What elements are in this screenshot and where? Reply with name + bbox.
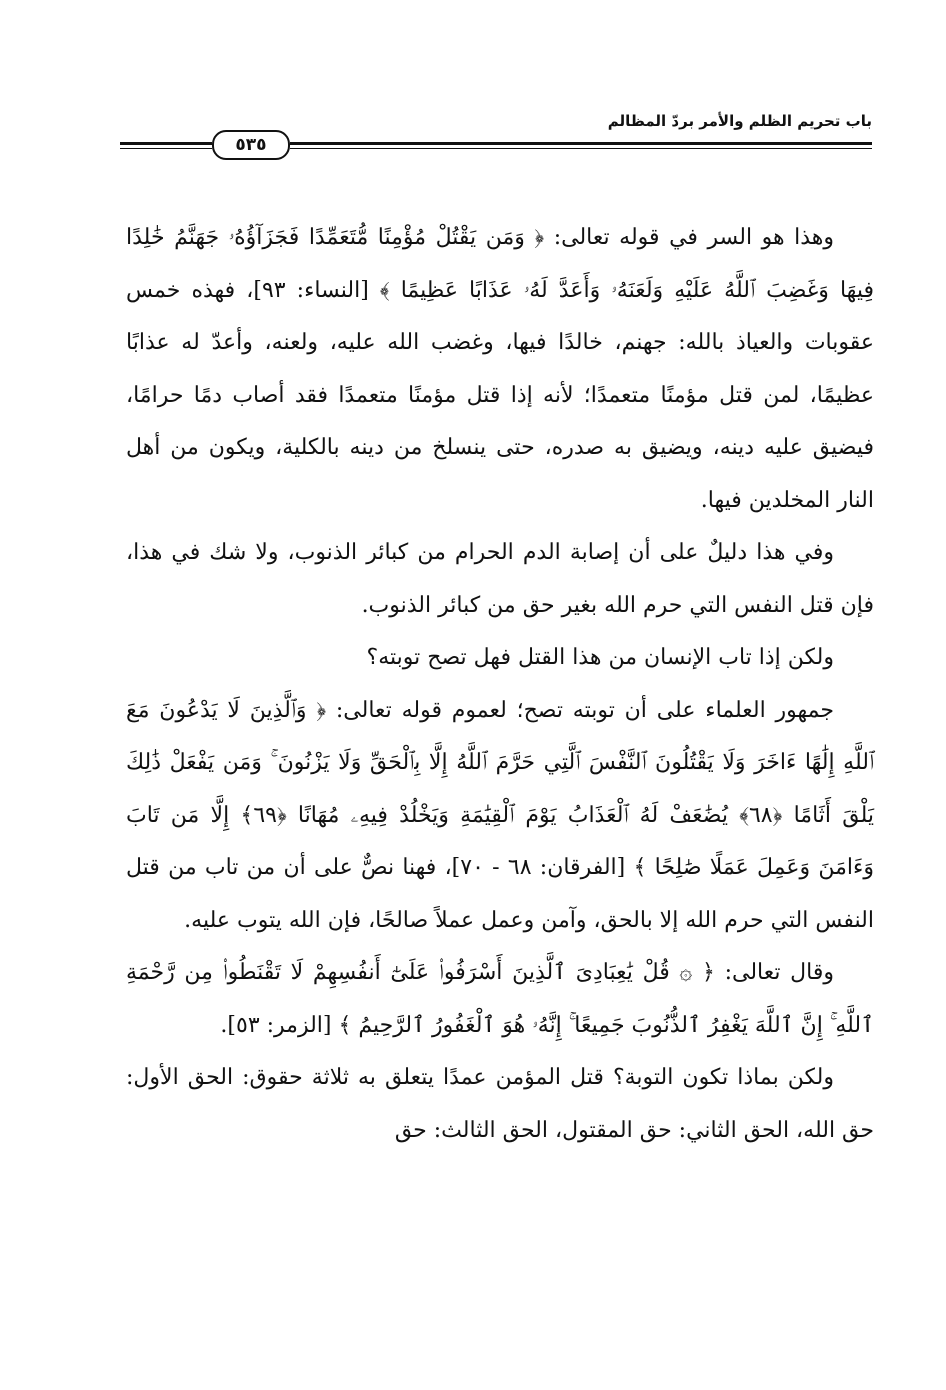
paragraph: وقال تعالى: ﴿ ۞ قُلْ يَٰعِبَادِىَ ٱلَّذِينَ أَسْرَفُوا۟ عَلَىٰٓ أَنفُسِهِمْ لَا تَقْنَطُوا۟ مِن رَّحْمَةِ ٱللَّهِ ۚ إِنَّ ٱللَّهَ يَغْفِرُ ٱلذُّنُوبَ جَمِيعًا ۚ إِنَّهُۥ هُوَ ٱلْغَفُورُ ٱلرَّحِيمُ ﴾ [الزمر: ٥٣]. [126,960,874,1038]
body-text [126,212,874,1157]
header-rule-left [120,142,212,145]
header-title: باب تحريم الظلم والأمر بردّ المظالم [607,112,872,130]
paragraph: وهذا هو السر في قوله تعالى: ﴿ وَمَن يَقْتُلْ مُؤْمِنًا مُّتَعَمِّدًا فَجَزَآؤُهُۥ جَهَنَّمُ خَٰلِدًا فِيهَا وَغَضِبَ ٱللَّهُ عَلَيْهِ وَلَعَنَهُۥ وَأَعَدَّ لَهُۥ عَذَابًا عَظِيمًا ﴾ [النساء: ٩٣]، فهذه خمس عقوبات والعياذ بالله: جهنم، خالدًا فيها، وغضب الله عليه، ولعنه، وأعدّ له عذابًا عظيمًا، لمن قتل مؤمنًا متعمدًا؛ لأنه إذا قتل مؤمنًا متعمدًا فقد أصاب دمًا حرامًا، فيضيق عليه دينه، ويضيق به صدره، حتى ينسلخ من دينه بالكلية، ويكون من أهل النار المخلدين فيها. [126,225,875,513]
header-rule-right-thin [290,148,872,149]
paragraph: ولكن إذا تاب الإنسان من هذا القتل فهل تصح توبته؟ [366,645,834,670]
running-header [120,112,872,162]
paragraph: ولكن بماذا تكون التوبة؟ قتل المؤمن عمدًا يتعلق به ثلاثة حقوق: الحق الأول: حق الله، الحق الثاني: حق المقتول، الحق الثالث: حق [126,1065,874,1143]
page-number: ٥٣٥ [212,130,290,160]
header-rule-right [290,142,872,145]
header-rule-left-thin [120,148,212,149]
paragraph: جمهور العلماء على أن توبته تصح؛ لعموم قوله تعالى: ﴿ وَٱلَّذِينَ لَا يَدْعُونَ مَعَ ٱللَّهِ إِلَٰهًا ءَاخَرَ وَلَا يَقْتُلُونَ ٱلنَّفْسَ ٱلَّتِي حَرَّمَ ٱللَّهُ إِلَّا بِٱلْحَقِّ وَلَا يَزْنُونَ ۚ وَمَن يَفْعَلْ ذَٰلِكَ يَلْقَ أَثَامًا ﴿٦٨﴾ يُضَٰعَفْ لَهُ ٱلْعَذَابُ يَوْمَ ٱلْقِيَٰمَةِ وَيَخْلُدْ فِيهِۦ مُهَانًا ﴿٦٩﴾ إِلَّا مَن تَابَ وَءَامَنَ وَعَمِلَ عَمَلًا صَٰلِحًا ﴾ [الفرقان: ٦٨ - ٧٠]، فهنا نصٌّ على أن من تاب من قتل النفس التي حرم الله إلا بالحق، وآمن وعمل عملاً صالحًا، فإن الله يتوب عليه. [126,697,875,933]
paragraph: وفي هذا دليلٌ على أن إصابة الدم الحرام من كبائر الذنوب، ولا شك في هذا، فإن قتل النفس التي حرم الله بغير حق من كبائر الذنوب. [126,540,874,618]
